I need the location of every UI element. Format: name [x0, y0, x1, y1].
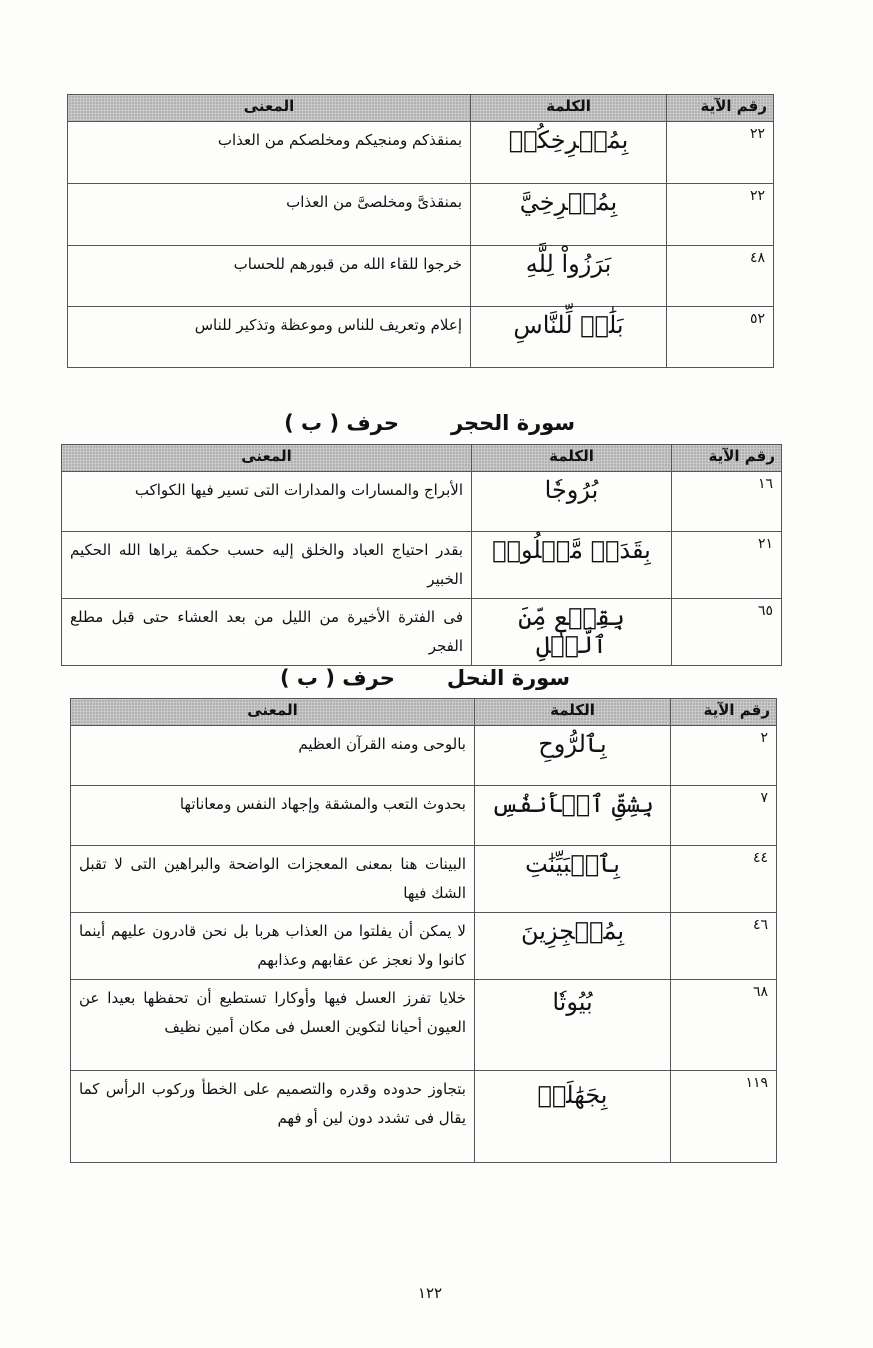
surah-title: سورة الحجر [450, 411, 575, 435]
quran-word: بَرَزُواْ لِلَّهِ [471, 246, 667, 307]
quran-word: بِمُعۡجِزِينَ [475, 913, 671, 980]
verse-number: ٤٤ [671, 846, 777, 913]
word-meaning: بقدر احتياج العباد والخلق إليه حسب حكمة يراها الله الحكيم الخبير [62, 532, 472, 599]
table-header-row [62, 445, 782, 472]
surah-title: سورة النحل [446, 666, 570, 690]
verse-number: ٦٨ [671, 980, 777, 1071]
table-row [68, 307, 774, 368]
header-word: الكلمة [475, 699, 671, 726]
section-heading-nahl [280, 666, 570, 690]
header-verse-number: رقم الآية [671, 699, 777, 726]
table-row [71, 846, 777, 913]
word-meaning: خلايا تفرز العسل فيها وأوكارا تستطيع أن تحفظها بعيدا عن العيون أحيانا لتكوين العسل فى مكان أمين نظيف [71, 980, 475, 1071]
quran-word: بِقِطۡعٖ مِّنَ ٱلَّيۡلِ [472, 599, 672, 666]
table-hijr [61, 444, 782, 666]
table-row [62, 532, 782, 599]
table-row [71, 980, 777, 1071]
header-meaning: المعنى [71, 699, 475, 726]
verse-number: ١٦ [672, 472, 782, 532]
header-verse-number: رقم الآية [672, 445, 782, 472]
word-meaning: فى الفترة الأخيرة من الليل من بعد العشاء حتى قبل مطلع الفجر [62, 599, 472, 666]
word-meaning: بتجاوز حدوده وقدره والتصميم على الخطأ وركوب الرأس كما يقال فى تشدد دون لين أو فهم [71, 1071, 475, 1163]
quran-word: بَلَٰغٞ لِّلنَّاسِ [471, 307, 667, 368]
table-header-row [68, 95, 774, 122]
verse-number: ٥٢ [667, 307, 774, 368]
quran-word: بِٱلۡبَيِّنَٰتِ [475, 846, 671, 913]
table-row [62, 599, 782, 666]
quran-word: بِجَهَٰلَةٖ [475, 1071, 671, 1163]
page-number: ١٢٢ [417, 1284, 443, 1302]
word-meaning: خرجوا للقاء الله من قبورهم للحساب [68, 246, 471, 307]
letter-label: حرف ( ب ) [280, 666, 395, 690]
quran-word: بِمُصۡرِخِكُمۡ [471, 122, 667, 184]
letter-label: حرف ( ب ) [284, 411, 399, 435]
table-row [71, 913, 777, 980]
verse-number: ٢ [671, 726, 777, 786]
table-row [68, 246, 774, 307]
table-row [71, 1071, 777, 1163]
word-meaning: البينات هنا بمعنى المعجزات الواضحة والبراهين التى لا تقبل الشك فيها [71, 846, 475, 913]
verse-number: ٤٨ [667, 246, 774, 307]
table-nahl [70, 698, 777, 1163]
quran-word: بُرُوجٗا [472, 472, 672, 532]
verse-number: ٦٥ [672, 599, 782, 666]
word-meaning: بمنقذىَّ ومخلصىَّ من العذاب [68, 184, 471, 246]
table-header-row [71, 699, 777, 726]
header-word: الكلمة [471, 95, 667, 122]
word-meaning: لا يمكن أن يفلتوا من العذاب هربا بل نحن قادرون عليهم أينما كانوا ولا نعجز عن عقابهم وعذابهم [71, 913, 475, 980]
header-meaning: المعنى [62, 445, 472, 472]
quran-word: بِٱلرُّوحِ [475, 726, 671, 786]
header-verse-number: رقم الآية [667, 95, 774, 122]
verse-number: ٧ [671, 786, 777, 846]
table-row [71, 726, 777, 786]
verse-number: ٢٢ [667, 122, 774, 184]
header-meaning: المعنى [68, 95, 471, 122]
quran-word: بُيُوتٗا [475, 980, 671, 1071]
word-meaning: إعلام وتعريف للناس وموعظة وتذكير للناس [68, 307, 471, 368]
section-heading-hijr [284, 411, 575, 435]
quran-word: بِمُصۡرِخِيَّ [471, 184, 667, 246]
verse-number: ١١٩ [671, 1071, 777, 1163]
word-meaning: الأبراج والمسارات والمدارات التى تسير فيها الكواكب [62, 472, 472, 532]
table-ibrahim-continued [67, 94, 774, 368]
verse-number: ٤٦ [671, 913, 777, 980]
table-row [71, 786, 777, 846]
table-row [68, 184, 774, 246]
table-row [62, 472, 782, 532]
word-meaning: بحدوث التعب والمشقة وإجهاد النفس ومعاناتها [71, 786, 475, 846]
word-meaning: بمنقذكم ومنجيكم ومخلصكم من العذاب [68, 122, 471, 184]
table-row [68, 122, 774, 184]
verse-number: ٢١ [672, 532, 782, 599]
quran-word: بِشِقِّ ٱلۡأَنفُسِ [475, 786, 671, 846]
word-meaning: بالوحى ومنه القرآن العظيم [71, 726, 475, 786]
quran-word: بِقَدَرٖ مَّعۡلُومٖ [472, 532, 672, 599]
verse-number: ٢٢ [667, 184, 774, 246]
header-word: الكلمة [472, 445, 672, 472]
